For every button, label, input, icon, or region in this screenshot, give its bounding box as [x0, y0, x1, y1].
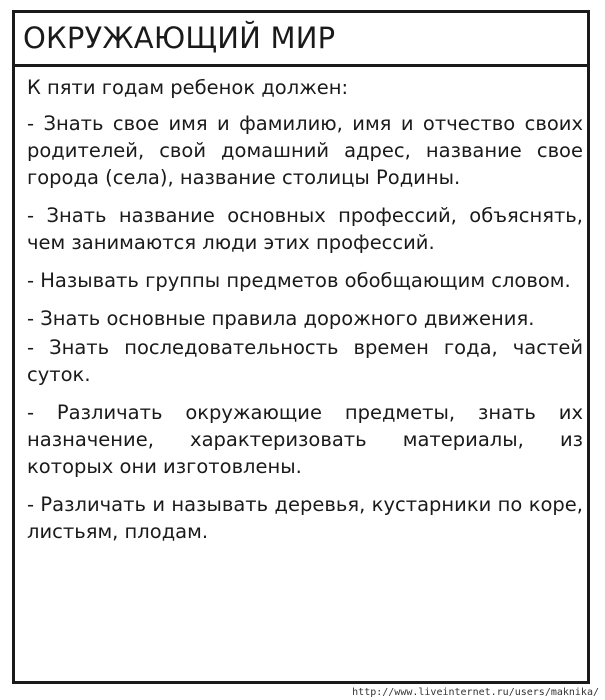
list-item: - Различать окружающие предметы, знать их назначение, характеризовать материалы, из которых они изготовлены.: [27, 401, 583, 478]
page-title: ОКРУЖАЮЩИЙ МИР: [23, 21, 336, 55]
list-item: - Знать последовательность времен года, частей суток.: [27, 336, 583, 386]
source-url: http://www.liveinternet.ru/users/maknika/: [352, 687, 599, 698]
intro-text: К пяти годам ребенок должен:: [27, 76, 349, 99]
content-text: [27, 74, 583, 556]
list-item: - Знать основные правила дорожного движения.: [27, 307, 535, 330]
list-item: - Знать свое имя и фамилию, имя и отчество своих родителей, свой домашний адрес, название свое города (села), название столицы Родины.: [27, 112, 583, 189]
title-frame: [12, 10, 590, 64]
frame-divider: [355, 64, 590, 67]
list-item: - Знать название основных профессий, объяснять, чем занимаются люди этих профессий.: [27, 204, 583, 254]
list-item: - Различать и называть деревья, кустарники по коре, листьям, плодам.: [27, 493, 583, 543]
list-item: - Называть группы предметов обобщающим словом.: [27, 269, 571, 292]
